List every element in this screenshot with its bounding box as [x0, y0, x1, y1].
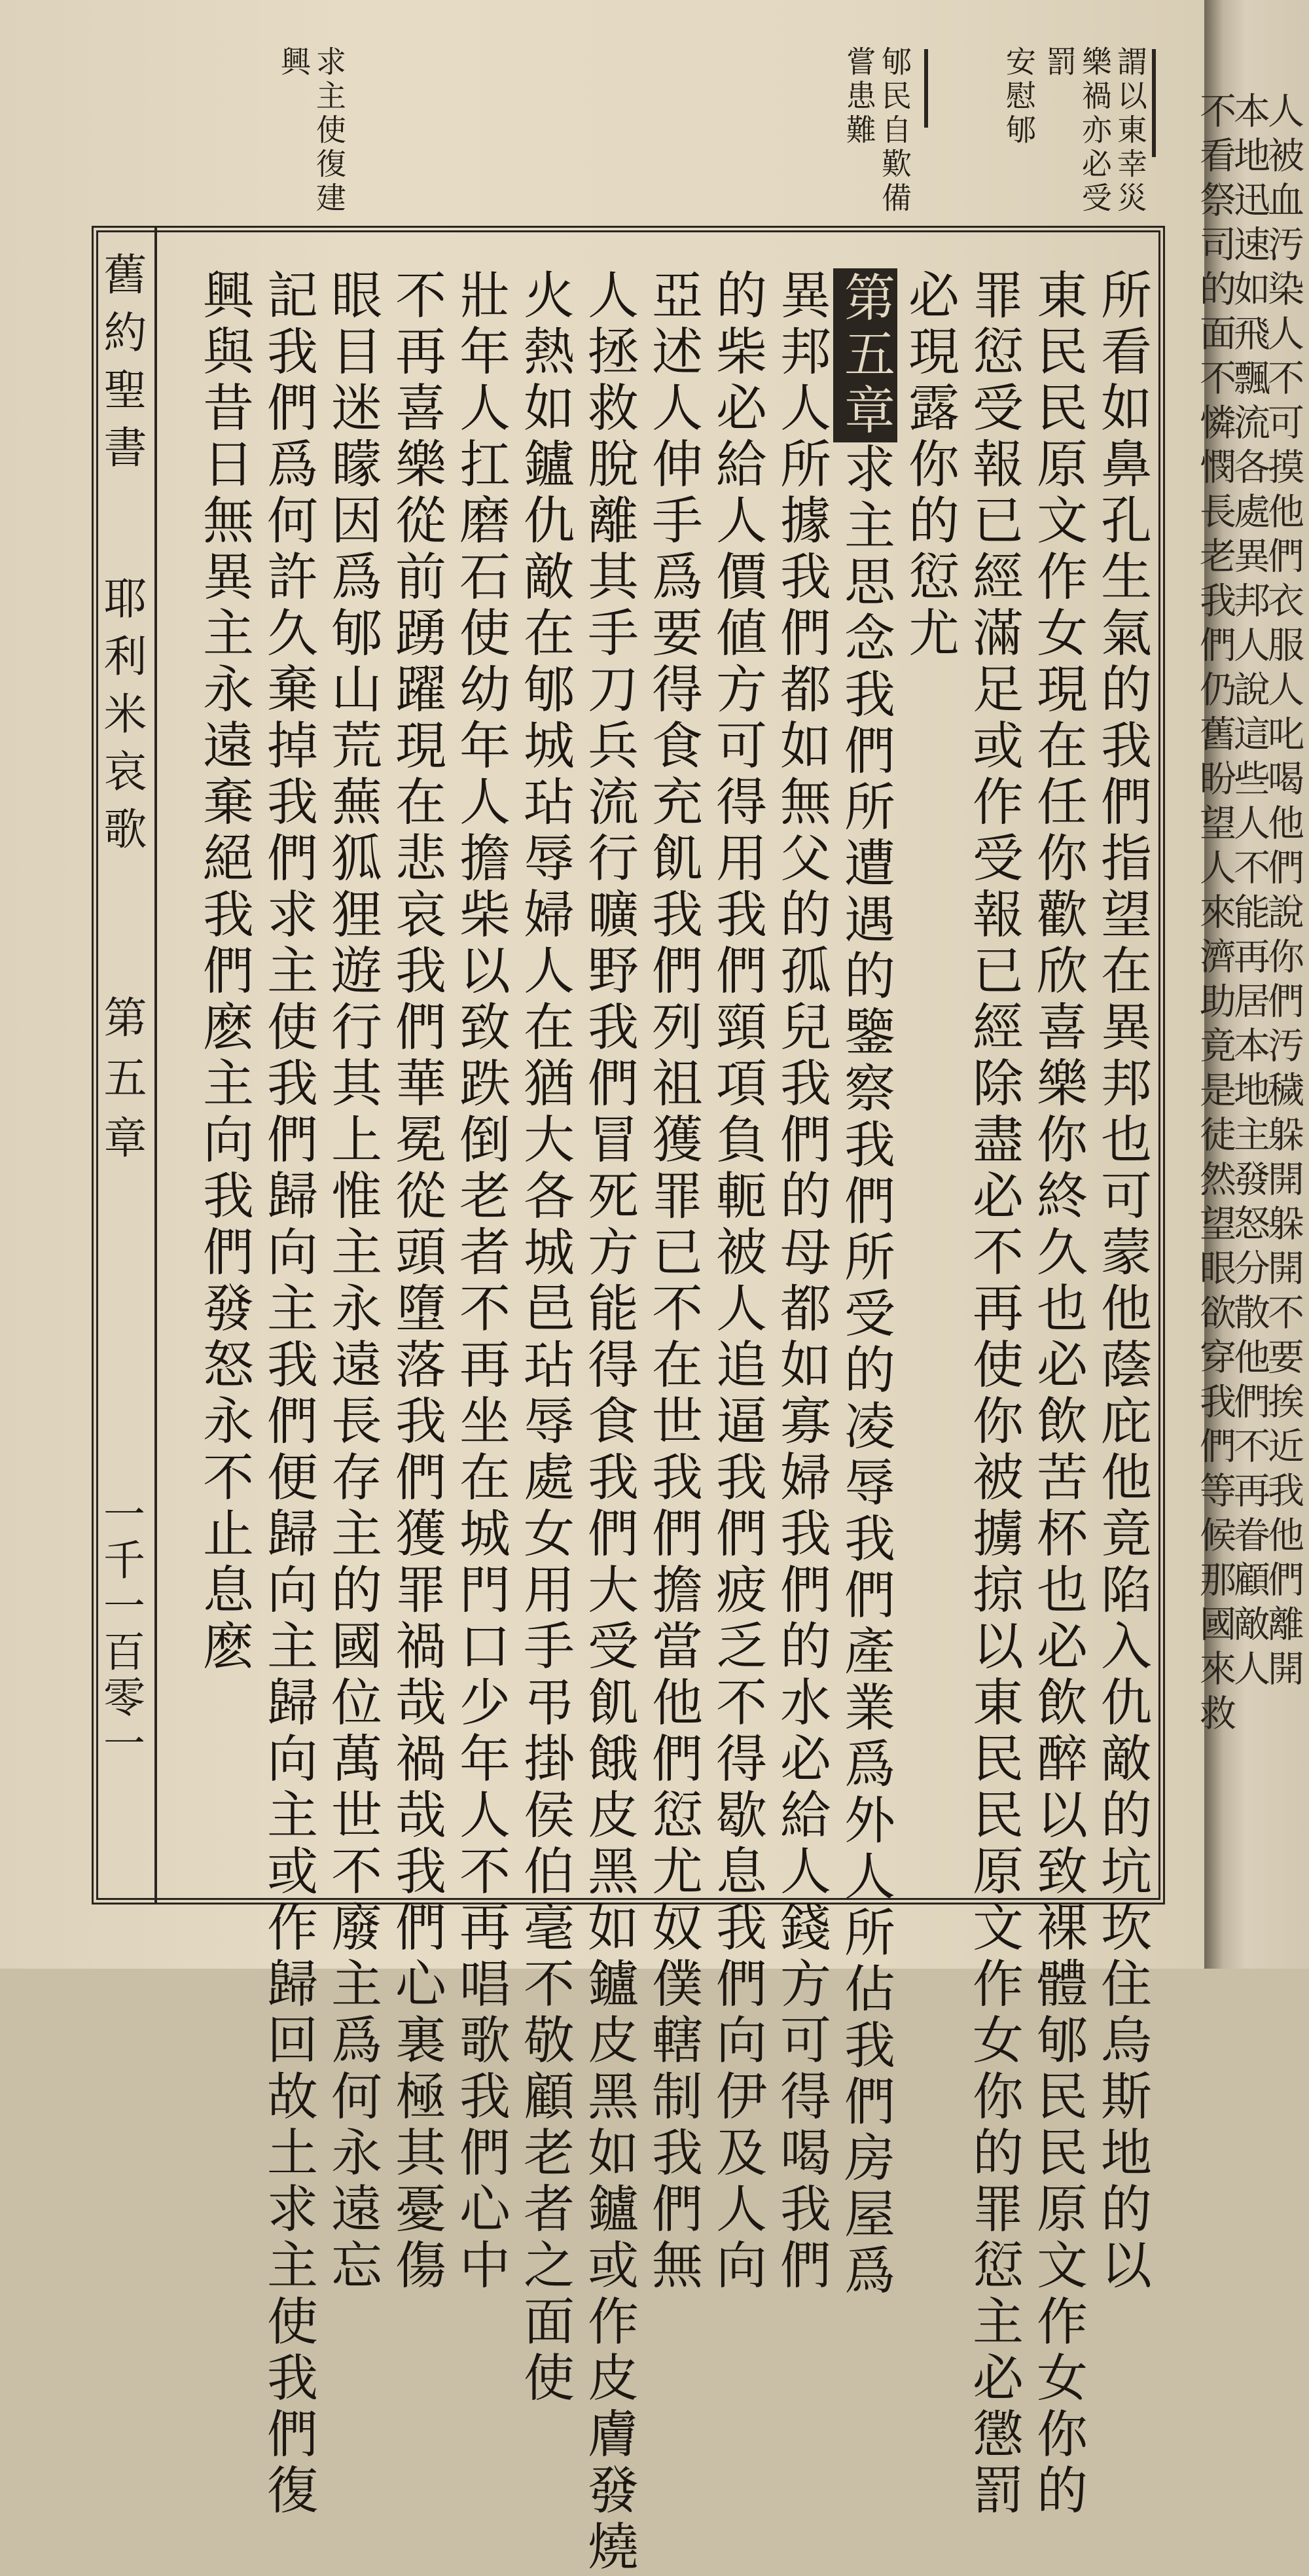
margin-note: 郇民自歎備 — [876, 46, 912, 216]
text-column: 火熱如鑪仇敵在郇城玷辱婦人在猶大各城邑玷辱處女用手弔掛侯伯毫不敬顧老者之面使 — [515, 268, 574, 2407]
note-bracket — [924, 49, 928, 128]
text-column: 人拯救脫離其手刀兵流行曠野我們冒死方能得食我們大受飢餓皮黑如鑪皮黑如鑪或作皮膚發燒 — [579, 268, 638, 2576]
next-page-column: 人被血汚染人不可摸他們衣服人叱喝他們說你們汚穢躲開躲開不要挨近我他們離開 — [1262, 92, 1304, 1694]
chapter-label: 第五章 — [96, 995, 147, 1175]
page-number: 一千一百零一 — [96, 1492, 145, 1767]
text-column: 亞述人伸手爲要得食充飢我們列祖獲罪已不在世我們擔當他們愆尤奴僕轄制我們無 — [643, 268, 702, 2295]
margin-note: 謂以東幸災 — [1112, 46, 1148, 216]
book-name: 耶利米哀歌 — [96, 576, 147, 864]
margin-note: 興 — [276, 46, 312, 80]
text-column: 記我們爲何許久棄掉我們求主使我們歸向主我們便歸向主歸向主或作歸回故土求主使我們復 — [259, 268, 317, 2520]
book-title: 舊約聖書 — [96, 252, 147, 482]
text-column: 必現露你的愆尤 — [900, 268, 959, 662]
next-page-column: 不看祭司的面不憐憫長老我們仍舊盼望人來濟助竟是徒然望眼欲穿我們等候那國來救 — [1194, 92, 1236, 1738]
text-column: 所看如鼻孔生氣的我們指望在異邦也可蒙他蔭庇他竟陷入仇敵的坑坎住烏斯地的以 — [1092, 268, 1151, 2295]
text-column: 異邦人所據我們都如無父的孤兒我們的母都如寡婦我們的水必給人錢方可得喝我們 — [772, 268, 831, 2295]
margin-note: 嘗患難 — [841, 46, 877, 148]
text-column: 眼目迷矇因爲郇山荒蕪狐狸遊行其上惟主永遠長存主的國位萬世不廢主爲何永遠忘 — [323, 268, 382, 2295]
text-column: 罪愆受報已經滿足或作受報已經除盡必不再使你被擄掠以東民民原文作女你的罪愆主必懲罰 — [964, 268, 1023, 2520]
text-column: 壯年人扛磨石使幼年人擔柴以致跌倒老者不再坐在城門口少年人不再唱歌我們心中 — [451, 268, 510, 2295]
chapter-heading-box: 第五章 — [833, 268, 897, 442]
next-page-column: 本地迅速如飛飄流各處異邦人說這些人不能再居本地主發怒分散他們不再眷顧敵人 — [1228, 92, 1270, 1694]
margin-note: 罰 — [1041, 46, 1077, 80]
text-column: 的柴必給人價値方可得用我們頸項負軛被人追逼我們疲乏不得歇息我們向伊及人向 — [708, 268, 766, 2295]
margin-note: 安慰郇 — [1001, 46, 1037, 148]
margin-note: 樂禍亦必受 — [1077, 46, 1113, 216]
margin-note: 求主使復建 — [311, 46, 347, 216]
text-column: 東民民原文作女現在任你歡欣喜樂你終久也必飲苦杯也必飲醉以致裸體郇民民原文作女你的 — [1028, 268, 1087, 2520]
note-bracket — [1152, 49, 1156, 157]
next-page-edge — [1194, 0, 1309, 1969]
text-column: 不再喜樂從前踴躍現在悲哀我們華冕從頭墮落我們獲罪禍哉禍哉我們心裏極其憂傷 — [387, 268, 446, 2295]
text-column: 興與昔日無異主永遠棄絕我們麽主向我們發怒永不止息麽 — [194, 268, 253, 1675]
chapter-heading-column: 第五章求主思念我們所遭遇的鑒察我們所受的凌辱我們產業爲外人所佔我們房屋爲 — [833, 268, 897, 2300]
